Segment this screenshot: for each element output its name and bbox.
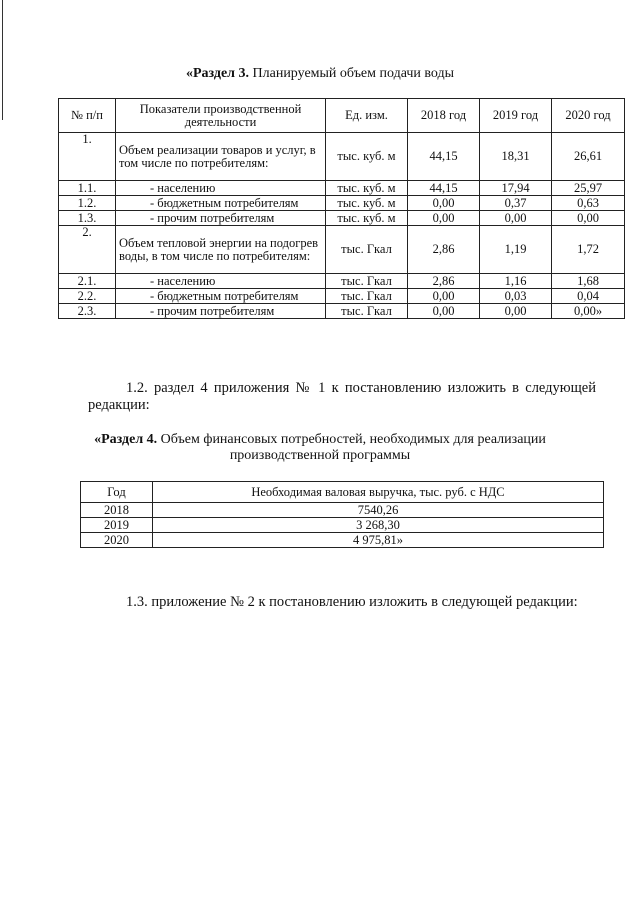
paragraph-1-3: [88, 594, 596, 611]
table-row: [81, 533, 604, 548]
row-unit: тыс. Гкал: [326, 226, 408, 274]
header-2019: 2019 год: [480, 99, 552, 133]
row-value-2018: 44,15: [408, 181, 480, 196]
header-unit: Ед. изм.: [326, 99, 408, 133]
row-year: 2019: [81, 518, 153, 533]
row-value-2019: 18,31: [480, 133, 552, 181]
row-value-2020: 0,00»: [552, 304, 625, 319]
row-number: 2.3.: [59, 304, 116, 319]
row-number: 2.: [59, 226, 116, 274]
row-value-2018: 0,00: [408, 196, 480, 211]
section3-title: [0, 66, 640, 82]
row-value-2019: 0,03: [480, 289, 552, 304]
table-row: [59, 226, 625, 274]
table-body: [59, 133, 625, 319]
row-value-2018: 2,86: [408, 274, 480, 289]
row-unit: тыс. Гкал: [326, 289, 408, 304]
row-value-2020: 0,04: [552, 289, 625, 304]
table-row: [59, 274, 625, 289]
table-row: [59, 304, 625, 319]
header-2020: 2020 год: [552, 99, 625, 133]
row-value-2019: 0,00: [480, 304, 552, 319]
table-row: [81, 503, 604, 518]
row-unit: тыс. Гкал: [326, 274, 408, 289]
row-revenue: 3 268,30: [153, 518, 604, 533]
row-unit: тыс. Гкал: [326, 304, 408, 319]
row-value-2019: 1,16: [480, 274, 552, 289]
header-indicator: Показатели производственной деятельности: [116, 99, 326, 133]
financial-needs-table: [80, 481, 604, 548]
row-number: 1.2.: [59, 196, 116, 211]
row-value-2020: 26,61: [552, 133, 625, 181]
row-value-2020: 1,72: [552, 226, 625, 274]
row-value-2020: 0,63: [552, 196, 625, 211]
row-value-2020: 0,00: [552, 211, 625, 226]
row-unit: тыс. куб. м: [326, 211, 408, 226]
row-value-2020: 1,68: [552, 274, 625, 289]
row-number: 2.1.: [59, 274, 116, 289]
row-value-2019: 17,94: [480, 181, 552, 196]
row-unit: тыс. куб. м: [326, 181, 408, 196]
section4-title: [0, 432, 640, 464]
table-body: [81, 503, 604, 548]
row-value-2019: 0,37: [480, 196, 552, 211]
row-number: 1.: [59, 133, 116, 181]
table-row: [59, 289, 625, 304]
binding-margin-line: [2, 0, 3, 120]
header-revenue: Необходимая валовая выручка, тыс. руб. с НДС: [153, 482, 604, 503]
row-unit: тыс. куб. м: [326, 196, 408, 211]
table-row: [59, 196, 625, 211]
row-value-2018: 2,86: [408, 226, 480, 274]
table-row: [59, 133, 625, 181]
row-indicator: Объем реализации товаров и услуг, в том числе по потребителям:: [116, 133, 326, 181]
row-indicator: - прочим потребителям: [116, 304, 326, 319]
row-year: 2020: [81, 533, 153, 548]
water-supply-table: [58, 98, 625, 319]
row-value-2018: 0,00: [408, 211, 480, 226]
row-revenue: 4 975,81»: [153, 533, 604, 548]
row-year: 2018: [81, 503, 153, 518]
table-row: [59, 211, 625, 226]
row-value-2018: 44,15: [408, 133, 480, 181]
row-value-2019: 1,19: [480, 226, 552, 274]
row-indicator: - бюджетным потребителям: [116, 289, 326, 304]
row-indicator: - населению: [116, 181, 326, 196]
section4-title-line2: производственной программы: [229, 448, 411, 463]
table-row: [81, 518, 604, 533]
paragraph-1-3-text: 1.3. приложение № 2 к постановлению изложить в следующей редакции:: [126, 594, 578, 610]
row-indicator: - населению: [116, 274, 326, 289]
row-number: 2.2.: [59, 289, 116, 304]
row-revenue: 7540,26: [153, 503, 604, 518]
header-year: Год: [81, 482, 153, 503]
row-number: 1.3.: [59, 211, 116, 226]
section3-title-text: Планируемый объем подачи воды: [252, 66, 455, 81]
section3-title-bold: «Раздел 3.: [185, 66, 250, 81]
section4-title-text: Объем финансовых потребностей, необходимых для реализации: [160, 432, 546, 447]
row-value-2018: 0,00: [408, 304, 480, 319]
row-value-2019: 0,00: [480, 211, 552, 226]
row-indicator: - прочим потребителям: [116, 211, 326, 226]
row-indicator: Объем тепловой энергии на подогрев воды, в том числе по потребителям:: [116, 226, 326, 274]
section4-title-bold: «Раздел 4.: [94, 432, 158, 447]
row-value-2020: 25,97: [552, 181, 625, 196]
table-header-row: [59, 99, 625, 133]
paragraph-1-2: [88, 380, 596, 414]
table-row: [59, 181, 625, 196]
table-header-row: [81, 482, 604, 503]
row-indicator: - бюджетным потребителям: [116, 196, 326, 211]
row-unit: тыс. куб. м: [326, 133, 408, 181]
row-value-2018: 0,00: [408, 289, 480, 304]
paragraph-1-2-text: 1.2. раздел 4 приложения № 1 к постановлению изложить в следующей редакции:: [88, 380, 596, 413]
header-num: № п/п: [59, 99, 116, 133]
row-number: 1.1.: [59, 181, 116, 196]
header-2018: 2018 год: [408, 99, 480, 133]
